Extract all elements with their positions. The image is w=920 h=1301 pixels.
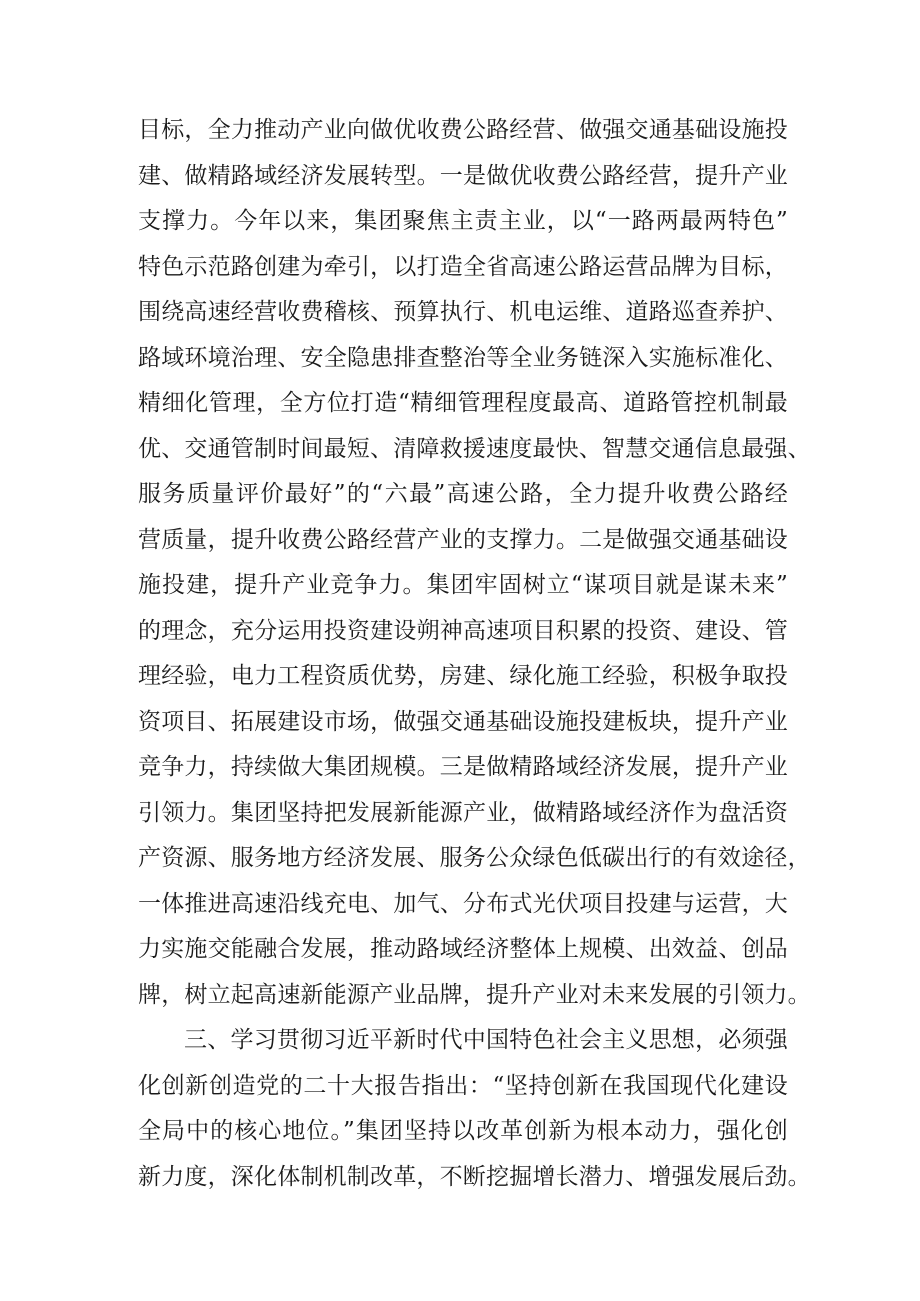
- text-line: 围绕高速经营收费稽核、预算执行、机电运维、道路巡查养护、: [138, 299, 788, 325]
- text-line: 新力度，深化体制机制改革，不断挖掘增长潜力、增强发展后劲。: [138, 1163, 811, 1190]
- text-line: 路域环境治理、安全隐患排查整治等全业务链深入实施标准化、: [138, 344, 788, 371]
- text-line: 三、学习贯彻习近平新时代中国特色社会主义思想，必须强: [184, 1027, 788, 1053]
- text-line: 精细化管理，全方位打造“精细管理程度最高、道路管控机制最: [138, 390, 788, 416]
- text-line: 目标，全力推动产业向做优收费公路经营、做强交通基础设施投: [138, 117, 788, 143]
- text-line: 牌，树立起高速新能源产业品牌，提升产业对未来发展的引领力。: [138, 981, 811, 1008]
- text-line: 的理念，充分运用投资建设朔神高速项目积累的投资、建设、管: [138, 617, 788, 644]
- text-line: 化创新创造党的二十大报告指出：“坚持创新在我国现代化建设: [138, 1072, 788, 1099]
- text-line: 产资源、服务地方经济发展、服务公众绿色低碳出行的有效途径，: [138, 845, 811, 871]
- text-line: 理经验，电力工程资质优势，房建、绿化施工经验，积极争取投: [138, 663, 788, 689]
- text-line: 资项目、拓展建设市场，做强交通基础设施投建板块，提升产业: [138, 708, 788, 735]
- text-line: 支撑力。今年以来，集团聚焦主责主业，以“一路两最两特色”: [138, 208, 788, 234]
- text-line: 建、做精路域经济发展转型。一是做优收费公路经营，提升产业: [138, 162, 788, 189]
- text-line: 服务质量评价最好”的“六最”高速公路，全力提升收费公路经: [138, 481, 788, 507]
- text-line: 力实施交能融合发展，推动路域经济整体上规模、出效益、创品: [138, 936, 788, 962]
- text-line: 营质量，提升收费公路经营产业的支撑力。二是做强交通基础设: [138, 526, 788, 553]
- paragraph-2: [138, 1018, 811, 1200]
- document-body: [138, 108, 811, 1200]
- paragraph-1: [138, 108, 811, 1018]
- text-line: 优、交通管制时间最短、清障救援速度最快、智慧交通信息最强、: [138, 435, 811, 462]
- text-line: 引领力。集团坚持把发展新能源产业，做精路域经济作为盘活资: [138, 799, 788, 826]
- text-line: 竞争力，持续做大集团规模。三是做精路域经济发展，提升产业: [138, 754, 788, 780]
- text-line: 全局中的核心地位。”集团坚持以改革创新为根本动力，强化创: [138, 1118, 788, 1144]
- text-line: 一体推进高速沿线充电、加气、分布式光伏项目投建与运营，大: [138, 890, 788, 917]
- text-line: 特色示范路创建为牵引，以打造全省高速公路运营品牌为目标，: [138, 253, 788, 280]
- text-line: 施投建，提升产业竞争力。集团牢固树立“谋项目就是谋未来”: [138, 572, 788, 598]
